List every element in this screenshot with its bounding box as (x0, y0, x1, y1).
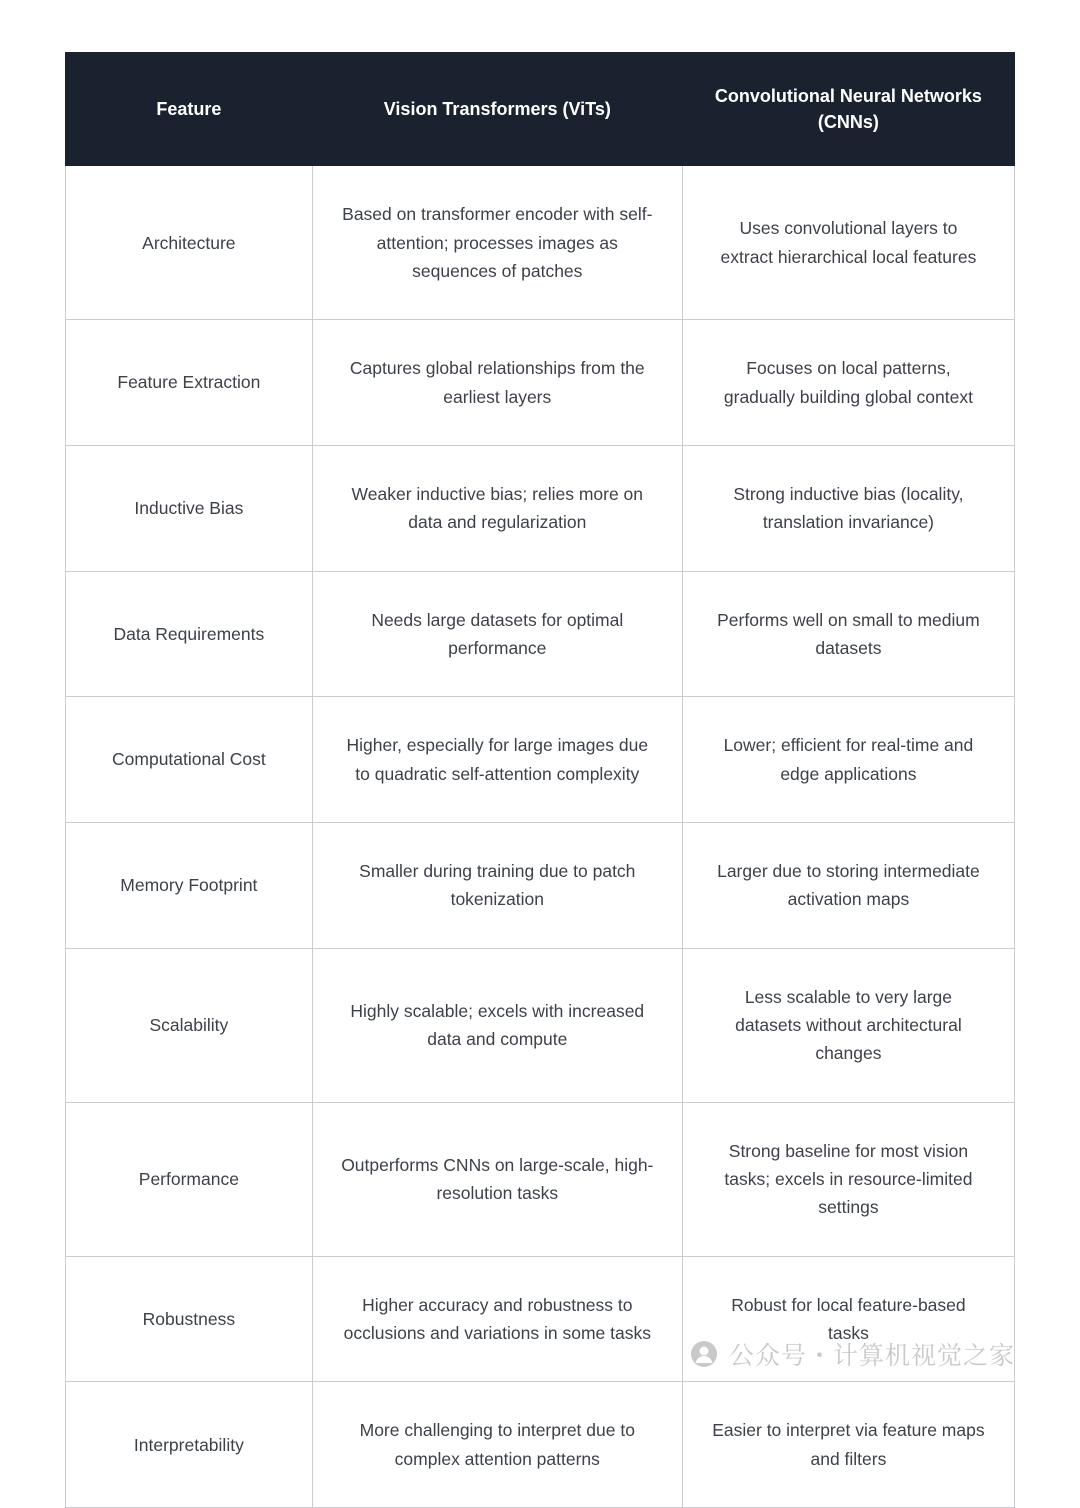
comparison-table-container (65, 52, 1015, 1508)
table-row (66, 571, 1015, 697)
table-row (66, 320, 1015, 446)
cnns-cell: Easier to interpret via feature maps and filters (682, 1382, 1014, 1508)
feature-cell: Interpretability (66, 1382, 313, 1508)
table-row (66, 1382, 1015, 1508)
watermark-text: 公众号・计算机视觉之家 (728, 1342, 1015, 1370)
feature-cell: Inductive Bias (66, 445, 313, 571)
cnns-cell: Focuses on local patterns, gradually building global context (682, 320, 1014, 446)
table-row (66, 822, 1015, 948)
cnns-cell: Larger due to storing intermediate activation maps (682, 822, 1014, 948)
vits-cell: Smaller during training due to patch tokenization (312, 822, 682, 948)
table-row (66, 1102, 1015, 1256)
table-body (66, 166, 1015, 1508)
cnns-cell: Less scalable to very large datasets without architectural changes (682, 948, 1014, 1102)
vits-cell: More challenging to interpret due to complex attention patterns (312, 1382, 682, 1508)
wechat-official-account-icon (689, 1339, 719, 1369)
table-row (66, 948, 1015, 1102)
feature-cell: Memory Footprint (66, 822, 313, 948)
watermark (0, 1336, 1015, 1372)
vits-cell: Captures global relationships from the earliest layers (312, 320, 682, 446)
cnns-cell: Lower; efficient for real-time and edge applications (682, 697, 1014, 823)
vits-cell: Needs large datasets for optimal performance (312, 571, 682, 697)
cnns-cell: Robust for local feature-based tasks (682, 1256, 1014, 1382)
table-row (66, 445, 1015, 571)
table-header (66, 53, 1015, 166)
vits-cell: Weaker inductive bias; relies more on data and regularization (312, 445, 682, 571)
feature-cell: Data Requirements (66, 571, 313, 697)
feature-cell: Feature Extraction (66, 320, 313, 446)
header-cnns: Convolutional Neural Networks (CNNs) (682, 53, 1014, 166)
vits-cell: Higher, especially for large images due to quadratic self-attention complexity (312, 697, 682, 823)
feature-cell: Robustness (66, 1256, 313, 1382)
cnns-cell: Uses convolutional layers to extract hierarchical local features (682, 166, 1014, 320)
vits-cell: Higher accuracy and robustness to occlusions and variations in some tasks (312, 1256, 682, 1382)
vits-cell: Based on transformer encoder with self-attention; processes images as sequences of patches (312, 166, 682, 320)
vit-cnn-comparison-table (65, 52, 1015, 1508)
cnns-cell: Strong baseline for most vision tasks; excels in resource-limited settings (682, 1102, 1014, 1256)
table-row (66, 166, 1015, 320)
table-row (66, 697, 1015, 823)
feature-cell: Computational Cost (66, 697, 313, 823)
vits-cell: Outperforms CNNs on large-scale, high-resolution tasks (312, 1102, 682, 1256)
header-row (66, 53, 1015, 166)
vits-cell: Highly scalable; excels with increased data and compute (312, 948, 682, 1102)
cnns-cell: Performs well on small to medium datasets (682, 571, 1014, 697)
header-feature: Feature (66, 53, 313, 166)
cnns-cell: Strong inductive bias (locality, translation invariance) (682, 445, 1014, 571)
header-vits: Vision Transformers (ViTs) (312, 53, 682, 166)
feature-cell: Scalability (66, 948, 313, 1102)
feature-cell: Performance (66, 1102, 313, 1256)
feature-cell: Architecture (66, 166, 313, 320)
